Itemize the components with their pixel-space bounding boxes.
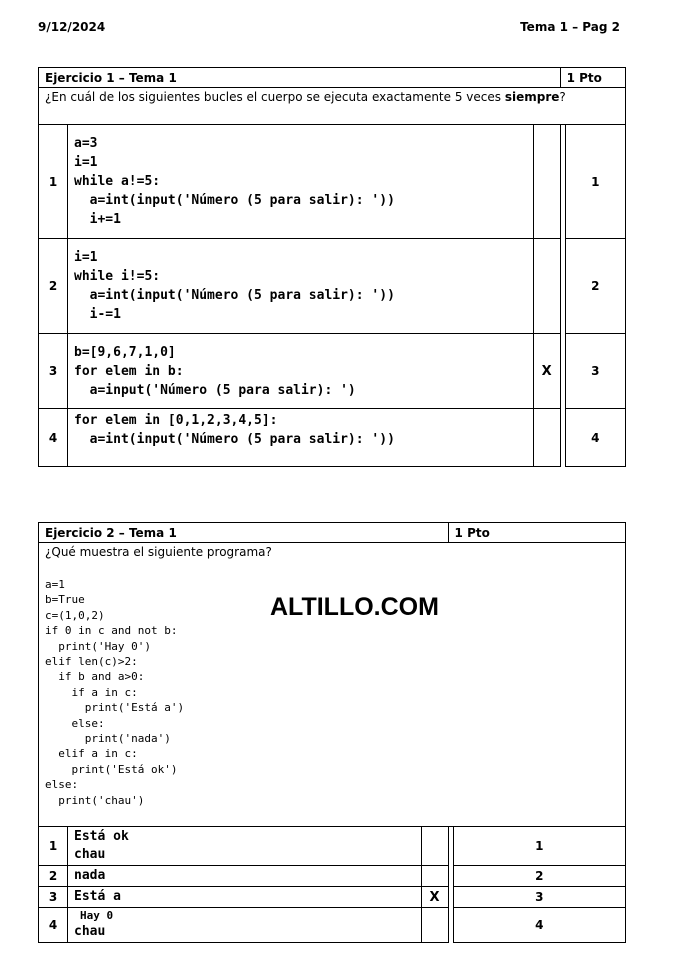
option-row[interactable] (39, 827, 626, 866)
exercise-2-question: ¿Qué muestra el siguiente programa? (45, 545, 272, 559)
header-page: Tema 1 – Pag 2 (520, 20, 620, 34)
option-code: for elem in [0,1,2,3,4,5]: a=int(input('Número (5 para salir): ')) (68, 409, 534, 467)
answer-mark[interactable]: X (533, 334, 560, 409)
exercise-1-title: Ejercicio 1 – Tema 1 (39, 68, 561, 88)
option-number: 3 (39, 887, 68, 908)
option-number-right: 4 (453, 908, 625, 943)
option-answer: nada (68, 866, 422, 887)
answer-mark[interactable] (533, 125, 560, 239)
header-date: 9/12/2024 (38, 20, 106, 34)
exercise-2-points: 1 Pto (448, 523, 625, 543)
option-number-right: 2 (565, 239, 625, 334)
option-row[interactable] (39, 908, 626, 943)
exercise-1-question: ¿En cuál de los siguientes bucles el cuerpo se ejecuta exactamente 5 veces siempre? (39, 88, 626, 125)
answer-mark[interactable] (421, 827, 448, 866)
option-number: 2 (39, 866, 68, 887)
answer-mark[interactable]: X (421, 887, 448, 908)
option-answer: Está ok chau (68, 827, 422, 866)
option-number-right: 3 (565, 334, 625, 409)
option-code: a=3 i=1 while a!=5: a=int(input('Número (5 para salir): ')) i+=1 (68, 125, 534, 239)
option-number-right: 2 (453, 866, 625, 887)
option-code: i=1 while i!=5: a=int(input('Número (5 para salir): ')) i-=1 (68, 239, 534, 334)
option-row[interactable] (39, 125, 626, 239)
option-code: b=[9,6,7,1,0] for elem in b: a=input('Número (5 para salir): ') (68, 334, 534, 409)
exercise-2-program: a=1 b=True c=(1,0,2) if 0 in c and not b: print('Hay 0') elif len(c)>2: if b and a>0: if a in c: print('Está a') else: print('nada') elif a in c: print('Está ok') else: print('chau') (45, 578, 185, 807)
option-number-right: 3 (453, 887, 625, 908)
option-number-right: 4 (565, 409, 625, 467)
answer-mark[interactable] (533, 239, 560, 334)
answer-mark[interactable] (533, 409, 560, 467)
exercise-1-points: 1 Pto (560, 68, 625, 88)
answer-mark[interactable] (421, 866, 448, 887)
option-row[interactable] (39, 409, 626, 467)
option-row[interactable] (39, 866, 626, 887)
option-number: 4 (39, 409, 68, 467)
option-answer: Está a (68, 887, 422, 908)
exercise-1-table (38, 67, 626, 467)
option-number: 2 (39, 239, 68, 334)
option-number: 4 (39, 908, 68, 943)
answer-mark[interactable] (421, 908, 448, 943)
option-number: 1 (39, 125, 68, 239)
option-row[interactable] (39, 887, 626, 908)
option-answer: Hay 0 chau (68, 908, 422, 943)
exercise-2-statement (39, 543, 626, 827)
option-row[interactable] (39, 334, 626, 409)
watermark: ALTILLO.COM (270, 593, 439, 621)
exercise-2-title: Ejercicio 2 – Tema 1 (39, 523, 449, 543)
option-row[interactable] (39, 239, 626, 334)
option-number-right: 1 (565, 125, 625, 239)
option-number-right: 1 (453, 827, 625, 866)
option-number: 1 (39, 827, 68, 866)
exercise-2-table (38, 522, 626, 943)
option-number: 3 (39, 334, 68, 409)
